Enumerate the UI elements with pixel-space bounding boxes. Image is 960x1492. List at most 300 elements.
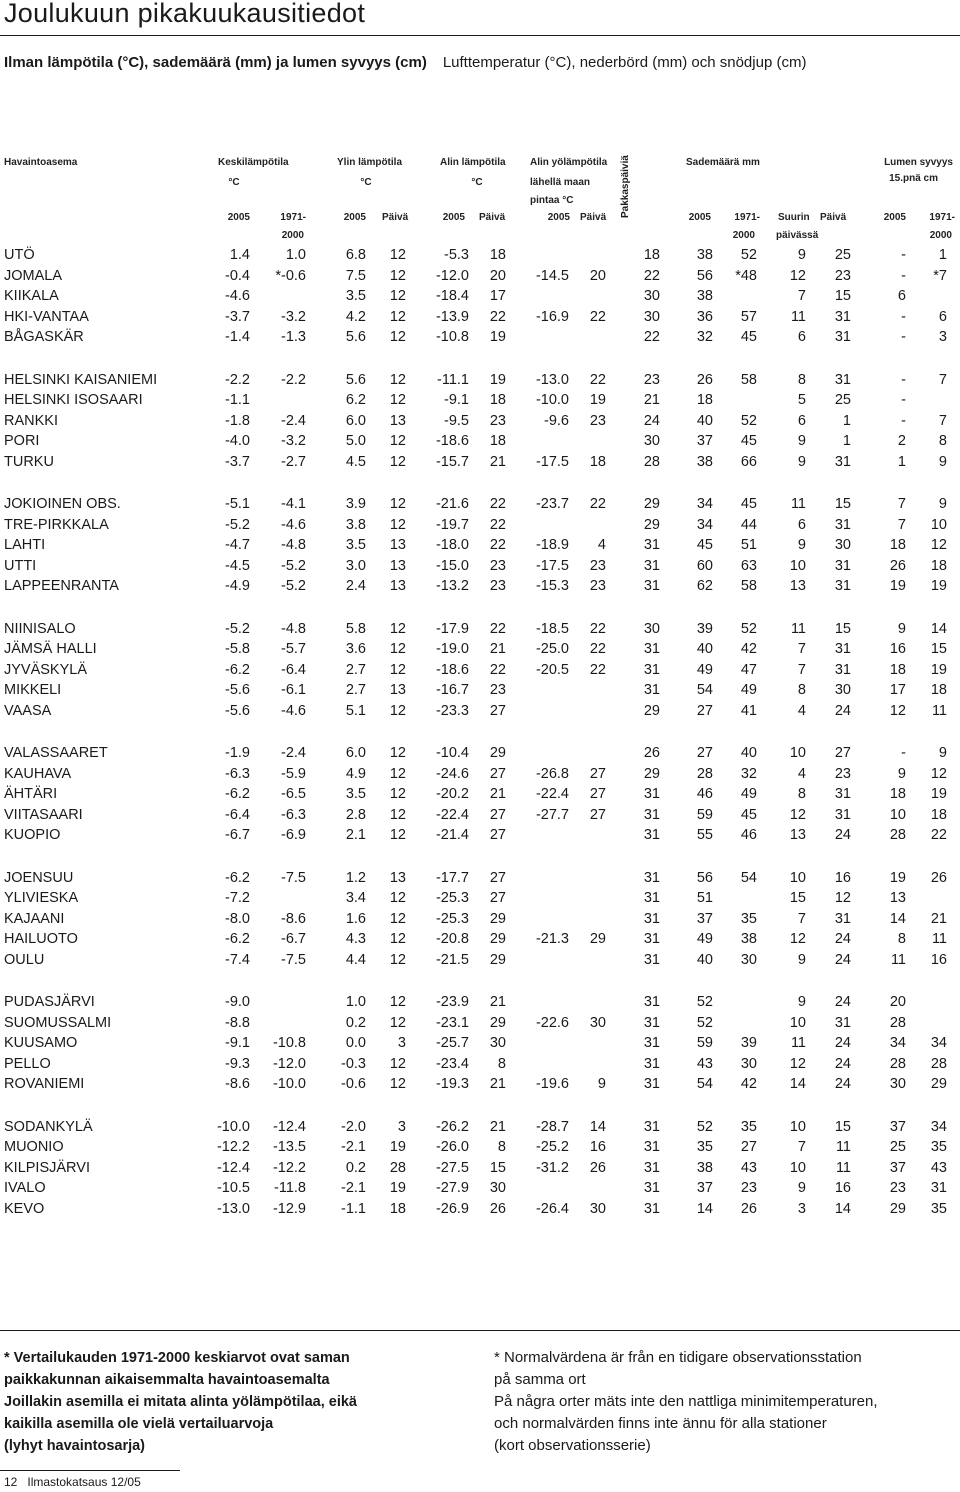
- cell-mean-normal: *-0.6: [275, 267, 306, 284]
- cell-snow-normal: 18: [930, 682, 947, 699]
- cell-max-2005: 2.4: [345, 578, 366, 595]
- cell-min-day: 23: [489, 682, 506, 699]
- station-name: VIITASAARI: [4, 806, 83, 823]
- table-row: [0, 703, 960, 723]
- cell-min-2005: -18.6: [435, 433, 469, 450]
- cell-snow-normal: 7: [938, 412, 947, 429]
- cell-min-2005: -23.4: [435, 1055, 469, 1072]
- cell-precip-2005: 34: [696, 516, 713, 533]
- cell-frost-days: 31: [643, 1035, 660, 1052]
- cell-max-day: 13: [389, 869, 406, 886]
- cell-min-day: 29: [489, 1014, 506, 1031]
- cell-max-day: 12: [389, 1055, 406, 1072]
- cell-precip-max-day: 31: [834, 806, 851, 823]
- title-divider: [0, 35, 960, 36]
- cell-precip-max-day: 31: [834, 786, 851, 803]
- cell-max-day: 12: [389, 371, 406, 388]
- cell-min-day: 21: [489, 994, 506, 1010]
- cell-ground-min-day: 4: [597, 537, 606, 554]
- cell-precip-max: 12: [789, 267, 806, 284]
- table-row: [0, 392, 960, 412]
- cell-min-2005: -27.9: [435, 1180, 469, 1197]
- cell-mean-normal: -7.5: [281, 951, 306, 968]
- cell-precip-max: 6: [797, 329, 806, 346]
- cell-mean-2005: -6.2: [225, 931, 250, 948]
- cell-min-2005: -21.5: [435, 951, 469, 968]
- cell-mean-2005: -9.1: [225, 1035, 250, 1052]
- table-row: [0, 1160, 960, 1180]
- cell-ground-min-day: 19: [589, 392, 606, 409]
- cell-min-day: 18: [489, 247, 506, 263]
- cell-mean-normal: -10.8: [272, 1035, 306, 1052]
- cell-snow-2005: 13: [889, 890, 906, 907]
- header-min-2005: 2005: [442, 212, 465, 223]
- cell-precip-max: 9: [797, 453, 806, 470]
- header-ground-min: Alin yölämpötila: [530, 157, 608, 168]
- cell-max-day: 12: [389, 288, 406, 305]
- station-name: MIKKELI: [4, 682, 62, 699]
- footnote-line: På några orter mäts inte den nattliga minimitemperaturen,: [494, 1393, 878, 1410]
- cell-precip-max-day: 31: [834, 641, 851, 658]
- cell-mean-normal: -6.5: [281, 786, 306, 803]
- cell-max-day: 13: [389, 412, 406, 429]
- cell-precip-max: 8: [797, 786, 806, 803]
- cell-frost-days: 31: [643, 910, 660, 927]
- cell-max-2005: 4.5: [345, 453, 366, 470]
- cell-mean-normal: -1.3: [281, 329, 306, 346]
- cell-precip-max-day: 12: [834, 890, 851, 907]
- cell-snow-normal: 12: [930, 765, 947, 782]
- cell-frost-days: 30: [643, 308, 660, 325]
- subtitle-finnish: Ilman lämpötila (°C), sademäärä (mm) ja lumen syvyys (cm): [4, 54, 427, 71]
- cell-max-day: 12: [389, 1014, 406, 1031]
- cell-precip-max: 12: [789, 1055, 806, 1072]
- cell-mean-2005: -7.2: [225, 890, 250, 907]
- table-row: [0, 952, 960, 972]
- cell-max-day: 19: [389, 1139, 406, 1156]
- cell-mean-2005: -6.4: [225, 806, 250, 823]
- cell-max-2005: -2.0: [341, 1118, 366, 1135]
- station-name: TURKU: [4, 453, 54, 470]
- footnote-line: * Normalvärdena är från en tidigare observationsstation: [494, 1349, 862, 1366]
- cell-snow-normal: *7: [933, 267, 947, 284]
- header-mean-2000: 2000: [281, 230, 304, 241]
- cell-ground-min-day: 22: [589, 620, 606, 637]
- cell-precip-2005: 18: [696, 392, 713, 409]
- cell-precip-max: 4: [797, 765, 806, 782]
- table-row: [0, 766, 960, 786]
- header-ground-min-line3: pintaa °C: [530, 195, 574, 206]
- page-title: Joulukuun pikakuukausitiedot: [4, 0, 366, 28]
- station-name: JOKIOINEN OBS.: [4, 496, 121, 512]
- table-row: [0, 786, 960, 806]
- cell-frost-days: 18: [643, 247, 660, 263]
- cell-precip-normal: 45: [740, 496, 757, 512]
- cell-snow-2005: 1: [897, 453, 906, 470]
- cell-snow-normal: 43: [930, 1159, 947, 1176]
- cell-min-2005: -16.7: [435, 682, 469, 699]
- cell-frost-days: 28: [643, 453, 660, 470]
- cell-precip-max: 8: [797, 682, 806, 699]
- cell-ground-min-day: 26: [589, 1159, 606, 1176]
- cell-snow-normal: 1: [938, 247, 947, 263]
- table-row: [0, 558, 960, 578]
- cell-mean-normal: -6.1: [281, 682, 306, 699]
- cell-min-day: 29: [489, 745, 506, 761]
- cell-ground-min-day: 27: [589, 765, 606, 782]
- cell-max-2005: 5.6: [345, 371, 366, 388]
- cell-ground-min-2005: -23.7: [535, 496, 569, 512]
- cell-mean-2005: -1.8: [225, 412, 250, 429]
- cell-precip-normal: 35: [740, 910, 757, 927]
- cell-min-2005: -25.3: [435, 910, 469, 927]
- cell-snow-normal: 22: [930, 827, 947, 844]
- cell-ground-min-2005: -10.0: [535, 392, 569, 409]
- cell-ground-min-2005: -26.4: [535, 1200, 569, 1217]
- cell-precip-normal: 27: [740, 1139, 757, 1156]
- cell-min-2005: -19.7: [435, 516, 469, 533]
- header-ground-2005: 2005: [547, 212, 570, 223]
- station-name: LAHTI: [4, 537, 46, 554]
- cell-precip-max-day: 24: [834, 702, 851, 719]
- page-footer: [4, 1475, 141, 1489]
- cell-mean-2005: -5.2: [225, 620, 250, 637]
- cell-precip-normal: 30: [740, 1055, 757, 1072]
- cell-precip-max-day: 27: [834, 745, 851, 761]
- cell-precip-normal: 44: [740, 516, 757, 533]
- cell-mean-2005: -8.8: [225, 1014, 250, 1031]
- cell-ground-min-day: 23: [589, 412, 606, 429]
- cell-precip-max-day: 25: [834, 247, 851, 263]
- cell-ground-min-2005: -13.0: [535, 371, 569, 388]
- cell-snow-normal: 7: [938, 371, 947, 388]
- footnote-finnish: [4, 1347, 474, 1457]
- cell-precip-normal: 63: [740, 557, 757, 574]
- cell-snow-2005: 18: [889, 661, 906, 678]
- cell-ground-min-day: 9: [597, 1076, 606, 1093]
- station-name: HELSINKI ISOSAARI: [4, 392, 143, 409]
- header-mean-unit: °C: [228, 177, 240, 188]
- cell-min-day: 22: [489, 661, 506, 678]
- cell-snow-normal: 19: [930, 578, 947, 595]
- cell-ground-min-day: 30: [589, 1014, 606, 1031]
- cell-precip-normal: *48: [735, 267, 757, 284]
- cell-max-2005: 6.0: [345, 745, 366, 761]
- cell-snow-normal: 3: [938, 329, 947, 346]
- cell-max-2005: 5.1: [345, 702, 366, 719]
- cell-precip-max: 10: [789, 1014, 806, 1031]
- cell-max-day: 18: [389, 1200, 406, 1217]
- cell-frost-days: 31: [643, 641, 660, 658]
- cell-min-2005: -9.1: [444, 392, 469, 409]
- cell-mean-2005: -4.6: [225, 288, 250, 305]
- cell-mean-2005: -6.2: [225, 786, 250, 803]
- cell-min-2005: -18.0: [435, 537, 469, 554]
- cell-precip-normal: 23: [740, 1180, 757, 1197]
- station-name: BÅGASKÄR: [4, 329, 84, 346]
- station-name: SODANKYLÄ: [4, 1118, 93, 1135]
- cell-precip-2005: 51: [696, 890, 713, 907]
- cell-precip-2005: 38: [696, 247, 713, 263]
- header-snow-1971: 1971-: [929, 212, 955, 223]
- cell-ground-min-2005: -18.9: [535, 537, 569, 554]
- cell-precip-normal: 52: [740, 620, 757, 637]
- cell-precip-2005: 56: [696, 869, 713, 886]
- cell-precip-max-day: 31: [834, 557, 851, 574]
- station-name: MUONIO: [4, 1139, 64, 1156]
- cell-ground-min-2005: -19.6: [535, 1076, 569, 1093]
- cell-ground-min-2005: -28.7: [535, 1118, 569, 1135]
- cell-mean-2005: -5.6: [225, 682, 250, 699]
- cell-precip-max: 11: [790, 308, 806, 325]
- table-row: [0, 372, 960, 392]
- cell-frost-days: 31: [643, 1076, 660, 1093]
- cell-precip-max: 7: [797, 661, 806, 678]
- cell-ground-min-2005: -25.2: [535, 1139, 569, 1156]
- cell-mean-normal: 1.0: [285, 247, 306, 263]
- cell-precip-normal: 58: [740, 578, 757, 595]
- cell-min-day: 30: [489, 1180, 506, 1197]
- table-row: [0, 1056, 960, 1076]
- cell-snow-normal: 29: [930, 1076, 947, 1093]
- table-row: [0, 454, 960, 474]
- cell-precip-max: 7: [797, 910, 806, 927]
- cell-frost-days: 30: [643, 620, 660, 637]
- cell-precip-normal: 32: [740, 765, 757, 782]
- cell-mean-normal: -4.1: [281, 496, 306, 512]
- footnote-line: * Vertailukauden 1971-2000 keskiarvot ovat saman: [4, 1350, 350, 1366]
- cell-min-2005: -17.9: [435, 620, 469, 637]
- cell-max-day: 19: [389, 1180, 406, 1197]
- cell-min-2005: -21.4: [435, 827, 469, 844]
- cell-precip-max-day: 15: [834, 288, 851, 305]
- header-precip: Sademäärä mm: [686, 157, 760, 168]
- cell-mean-2005: -8.0: [225, 910, 250, 927]
- cell-ground-min-day: 20: [589, 267, 606, 284]
- cell-precip-max-day: 24: [834, 994, 851, 1010]
- cell-snow-normal: 35: [930, 1139, 947, 1156]
- cell-frost-days: 29: [643, 496, 660, 512]
- cell-precip-max: 15: [789, 890, 806, 907]
- cell-snow-2005: 28: [889, 1055, 906, 1072]
- table-row: [0, 309, 960, 329]
- cell-mean-normal: -2.4: [281, 412, 306, 429]
- cell-precip-max-day: 31: [834, 578, 851, 595]
- cell-mean-normal: -4.6: [281, 516, 306, 533]
- cell-precip-normal: 49: [740, 786, 757, 803]
- cell-max-day: 12: [389, 433, 406, 450]
- cell-max-2005: 2.8: [345, 806, 366, 823]
- footnote-line: kaikilla asemilla ole vielä vertailuarvoja: [4, 1416, 274, 1432]
- cell-mean-2005: -5.1: [225, 496, 250, 512]
- cell-precip-normal: 41: [740, 702, 757, 719]
- table-row: [0, 1076, 960, 1096]
- cell-max-day: 12: [389, 1076, 406, 1093]
- cell-precip-2005: 40: [696, 412, 713, 429]
- table-row: [0, 247, 960, 267]
- cell-precip-max: 12: [789, 931, 806, 948]
- cell-frost-days: 31: [643, 951, 660, 968]
- cell-ground-min-2005: -27.7: [535, 806, 569, 823]
- cell-snow-normal: 6: [938, 308, 947, 325]
- cell-precip-2005: 32: [696, 329, 713, 346]
- cell-precip-2005: 52: [696, 1014, 713, 1031]
- cell-precip-max: 12: [789, 806, 806, 823]
- cell-max-day: 12: [389, 661, 406, 678]
- cell-precip-2005: 34: [696, 496, 713, 512]
- cell-max-2005: 0.2: [345, 1014, 366, 1031]
- station-name: VAASA: [4, 702, 52, 719]
- cell-precip-max-day: 15: [834, 1118, 851, 1135]
- station-name: KUOPIO: [4, 827, 61, 844]
- station-name: UTTI: [4, 557, 37, 574]
- header-mean-2005: 2005: [227, 212, 250, 223]
- cell-precip-2005: 59: [696, 806, 713, 823]
- cell-mean-2005: -3.7: [225, 453, 250, 470]
- cell-min-day: 21: [489, 786, 506, 803]
- cell-snow-2005: -: [901, 247, 906, 263]
- cell-mean-normal: -6.3: [281, 806, 306, 823]
- cell-max-day: 13: [389, 682, 406, 699]
- cell-frost-days: 31: [643, 557, 660, 574]
- cell-max-day: 12: [389, 890, 406, 907]
- cell-mean-normal: -6.7: [281, 931, 306, 948]
- cell-frost-days: 31: [643, 931, 660, 948]
- cell-frost-days: 31: [643, 1139, 660, 1156]
- header-snow-2000: 2000: [929, 230, 952, 241]
- cell-mean-2005: -12.4: [216, 1159, 250, 1176]
- cell-snow-2005: 9: [897, 765, 906, 782]
- cell-mean-2005: -4.5: [225, 557, 250, 574]
- subtitle-swedish: Lufttemperatur (°C), nederbörd (mm) och snödjup (cm): [442, 54, 807, 71]
- cell-mean-2005: -12.2: [216, 1139, 250, 1156]
- cell-precip-normal: 40: [740, 745, 757, 761]
- station-name: HELSINKI KAISANIEMI: [4, 371, 158, 388]
- cell-min-2005: -21.6: [435, 496, 469, 512]
- cell-min-day: 18: [489, 433, 506, 450]
- cell-min-2005: -23.9: [435, 994, 469, 1010]
- cell-max-2005: 3.5: [345, 537, 366, 554]
- cell-ground-min-2005: -18.5: [535, 620, 569, 637]
- cell-mean-normal: -7.5: [281, 869, 306, 886]
- cell-frost-days: 24: [643, 412, 660, 429]
- cell-precip-2005: 45: [696, 537, 713, 554]
- cell-ground-min-day: 29: [589, 931, 606, 948]
- cell-precip-2005: 37: [696, 433, 713, 450]
- cell-frost-days: 31: [643, 1118, 660, 1135]
- header-max: Ylin lämpötila: [337, 157, 403, 168]
- station-name: VALASSAARET: [4, 745, 108, 761]
- cell-frost-days: 31: [643, 786, 660, 803]
- cell-precip-max-day: 31: [834, 371, 851, 388]
- station-name: KEVO: [4, 1200, 45, 1217]
- cell-max-day: 12: [389, 308, 406, 325]
- header-ground-min-line2: lähellä maan: [530, 177, 591, 188]
- station-name: ROVANIEMI: [4, 1076, 85, 1093]
- cell-mean-2005: -4.0: [225, 433, 250, 450]
- cell-min-day: 27: [489, 869, 506, 886]
- cell-snow-2005: 9: [897, 620, 906, 637]
- cell-snow-normal: 8: [938, 433, 947, 450]
- cell-max-2005: 2.7: [345, 661, 366, 678]
- cell-max-day: 13: [389, 578, 406, 595]
- cell-max-2005: 1.2: [345, 869, 366, 886]
- cell-mean-2005: -5.2: [225, 516, 250, 533]
- cell-precip-2005: 60: [696, 557, 713, 574]
- cell-precip-max-day: 16: [834, 869, 851, 886]
- cell-max-day: 12: [389, 620, 406, 637]
- table-row: [0, 662, 960, 682]
- cell-precip-max-day: 15: [834, 620, 851, 637]
- cell-min-2005: -24.6: [435, 765, 469, 782]
- cell-min-2005: -12.0: [435, 267, 469, 284]
- cell-snow-normal: 9: [938, 496, 947, 512]
- cell-precip-2005: 49: [696, 931, 713, 948]
- table-row: [0, 537, 960, 557]
- cell-precip-normal: 45: [740, 806, 757, 823]
- cell-frost-days: 29: [643, 765, 660, 782]
- cell-precip-2005: 14: [696, 1200, 713, 1217]
- cell-mean-normal: -6.4: [281, 661, 306, 678]
- header-precip-per-day: päivässä: [776, 230, 819, 241]
- header-snow-line2: 15.pnä cm: [889, 173, 938, 184]
- cell-max-2005: 4.2: [345, 308, 366, 325]
- cell-ground-min-day: 22: [589, 641, 606, 658]
- cell-precip-max: 7: [797, 1139, 806, 1156]
- footnote-line: paikkakunnan aikaisemmalta havaintoasemalta: [4, 1372, 330, 1388]
- station-name: ÄHTÄRI: [4, 786, 58, 803]
- cell-mean-2005: -6.2: [225, 869, 250, 886]
- cell-precip-2005: 27: [696, 702, 713, 719]
- cell-snow-2005: 16: [889, 641, 906, 658]
- cell-min-day: 23: [489, 557, 506, 574]
- cell-snow-2005: 29: [889, 1200, 906, 1217]
- cell-precip-max-day: 24: [834, 951, 851, 968]
- cell-snow-normal: 15: [930, 641, 947, 658]
- cell-snow-normal: 31: [930, 1180, 947, 1197]
- footnote-line: (lyhyt havaintosarja): [4, 1438, 146, 1454]
- cell-min-2005: -10.4: [435, 745, 469, 761]
- cell-mean-normal: -3.2: [281, 308, 306, 325]
- cell-snow-2005: 10: [889, 806, 906, 823]
- cell-max-day: 12: [389, 496, 406, 512]
- cell-mean-2005: -1.4: [225, 329, 250, 346]
- cell-precip-normal: 51: [740, 537, 757, 554]
- cell-ground-min-2005: -21.3: [535, 931, 569, 948]
- header-station: Havaintoasema: [4, 157, 78, 168]
- cell-mean-normal: -3.2: [281, 433, 306, 450]
- cell-frost-days: 31: [643, 869, 660, 886]
- cell-precip-max: 9: [797, 994, 806, 1010]
- cell-frost-days: 31: [643, 1014, 660, 1031]
- cell-snow-normal: 18: [930, 806, 947, 823]
- cell-max-day: 3: [397, 1118, 406, 1135]
- cell-snow-normal: 19: [930, 786, 947, 803]
- cell-min-2005: -5.3: [444, 247, 469, 263]
- cell-max-day: 12: [389, 702, 406, 719]
- cell-min-2005: -18.6: [435, 661, 469, 678]
- station-name: HAILUOTO: [4, 931, 78, 948]
- cell-snow-normal: 18: [930, 557, 947, 574]
- header-max-unit: °C: [360, 177, 372, 188]
- cell-mean-2005: -5.8: [225, 641, 250, 658]
- cell-mean-normal: -4.8: [281, 620, 306, 637]
- cell-min-2005: -20.8: [435, 931, 469, 948]
- cell-min-2005: -9.5: [444, 412, 469, 429]
- table-row: [0, 745, 960, 765]
- cell-snow-2005: 37: [889, 1159, 906, 1176]
- cell-frost-days: 21: [643, 392, 660, 409]
